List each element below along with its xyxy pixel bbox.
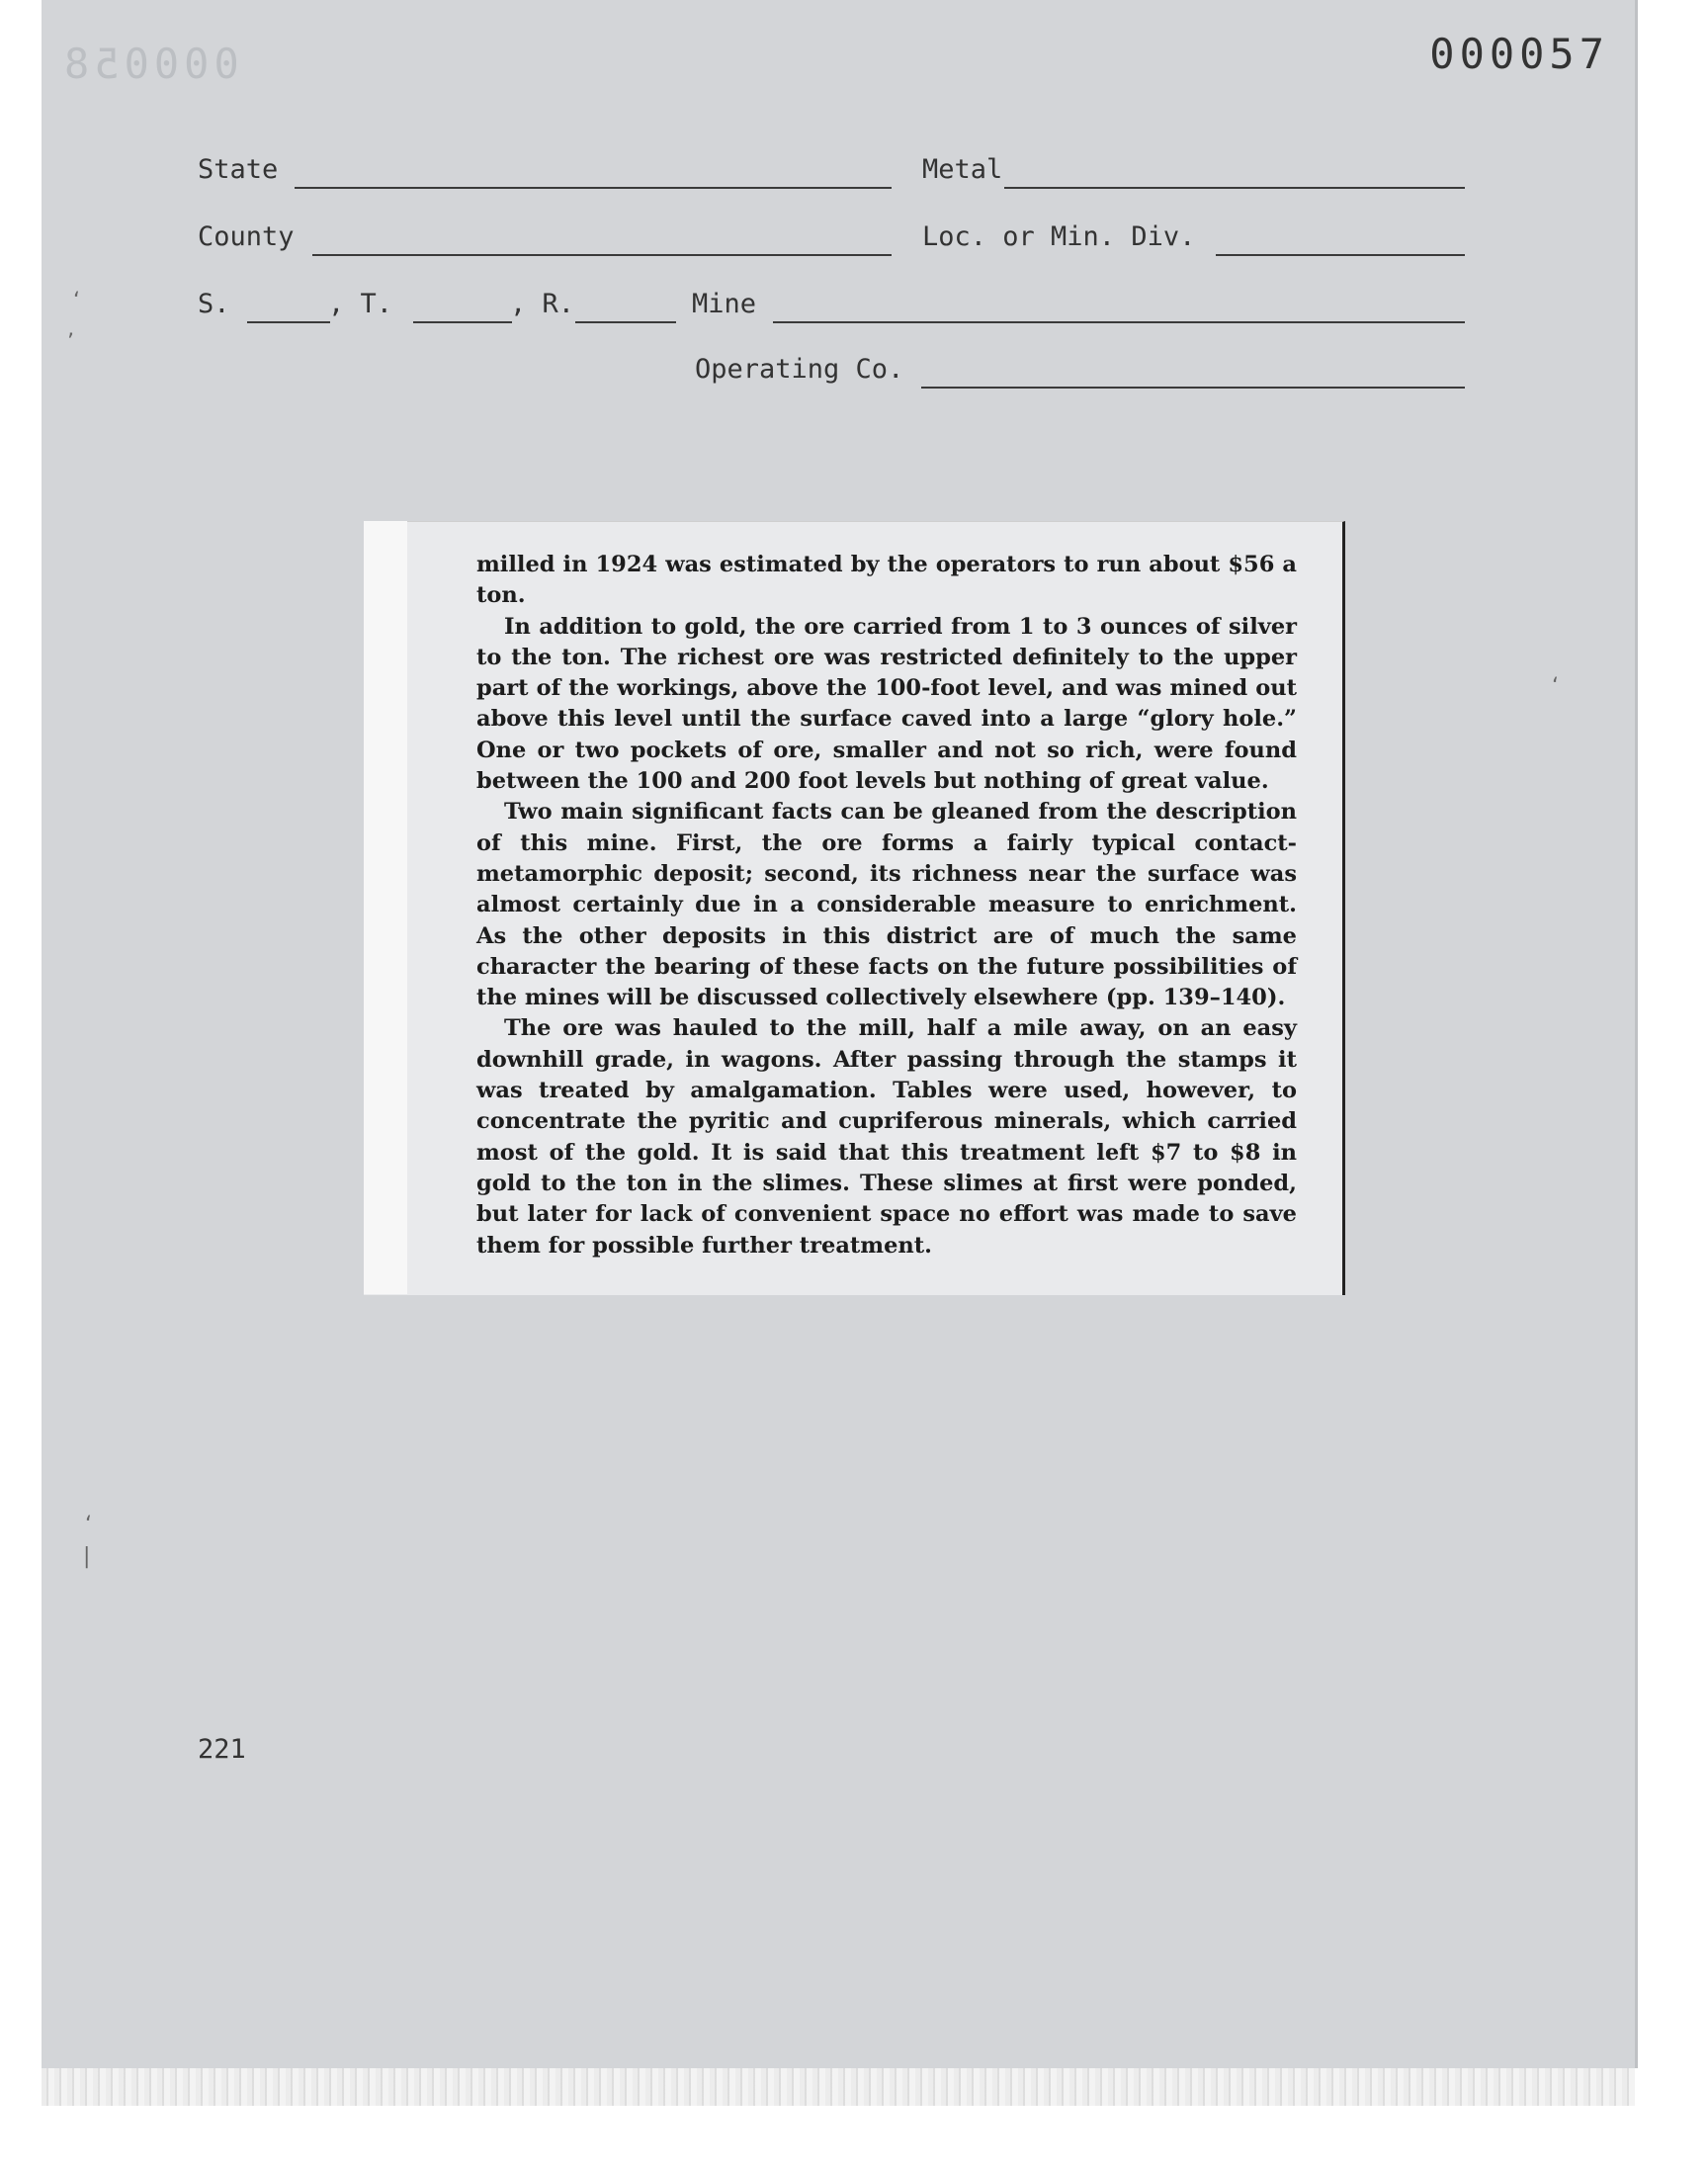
- section-label: S.: [198, 289, 230, 319]
- metal-label: Metal: [922, 154, 1003, 185]
- clipping-paragraph: The ore was hauled to the mill, half a mile away, on an easy downhill grade, in wagons. After passing through the stamps it was treated by amalgamation. Tables were used, however, to concentrate the pyritic and cupriferous minerals, which carried most of the gold. It is said that this treatment left $7 to $8 in gold to the ton in the slimes. These slimes at first were ponded, but later for lack of convenient space no effort was made to save them for possible further treatment.: [476, 1015, 1297, 1259]
- operating-co-line: [921, 387, 1465, 389]
- township-line: [413, 321, 512, 323]
- township-label: , T.: [328, 289, 393, 319]
- scan-mark: ‘: [85, 1513, 92, 1537]
- county-label: County: [198, 221, 295, 252]
- operating-co-label: Operating Co.: [695, 354, 904, 385]
- state-line: [295, 187, 892, 189]
- section-line: [247, 321, 330, 323]
- metal-line: [1004, 187, 1465, 189]
- scan-mark: ’: [67, 330, 74, 355]
- mirrored-document-id: 000058: [59, 40, 239, 88]
- clipping-edge: [364, 521, 407, 1294]
- loc-label: Loc. or Min. Div.: [922, 221, 1196, 252]
- county-line: [312, 254, 892, 256]
- mine-line: [773, 321, 1465, 323]
- clipping-paragraph: In addition to gold, the ore carried from 1 to 3 ounces of silver to the ton. The richest ore was restricted definitely to the upper part of the workings, above the 100-foot level, and was mined out above this level until the surface caved into a large “glory hole.” One or two pockets of ore, smaller and not so rich, were found between the 100 and 200 foot levels but nothing of great value.: [476, 613, 1297, 795]
- clipping-text: [476, 550, 1297, 1262]
- scan-mark: ‘: [73, 289, 80, 313]
- clipping-paragraph: milled in 1924 was estimated by the operators to run about $56 a ton.: [476, 552, 1297, 609]
- document-id: 000057: [1429, 30, 1609, 78]
- range-label: , R.: [510, 289, 575, 319]
- range-line: [575, 321, 676, 323]
- scan-edge-strip: [42, 2068, 1635, 2106]
- scan-mark: ‘: [1552, 674, 1559, 699]
- clipping-paragraph: Two main significant facts can be gleaned from the description of this mine. First, the ore forms a fairly typical contact-metamorphic deposit; second, its richness near the surface was almost certainly due in a considerable measure to enrichment. As the other deposits in this district are of much the same character the bearing of these facts on the future possibilities of the mines will be discussed collectively elsewhere (pp. 139–140).: [476, 799, 1297, 1011]
- page-number: 221: [198, 1734, 246, 1765]
- loc-line: [1216, 254, 1465, 256]
- scan-mark: |: [83, 1544, 91, 1569]
- state-label: State: [198, 154, 279, 185]
- mine-label: Mine: [692, 289, 757, 319]
